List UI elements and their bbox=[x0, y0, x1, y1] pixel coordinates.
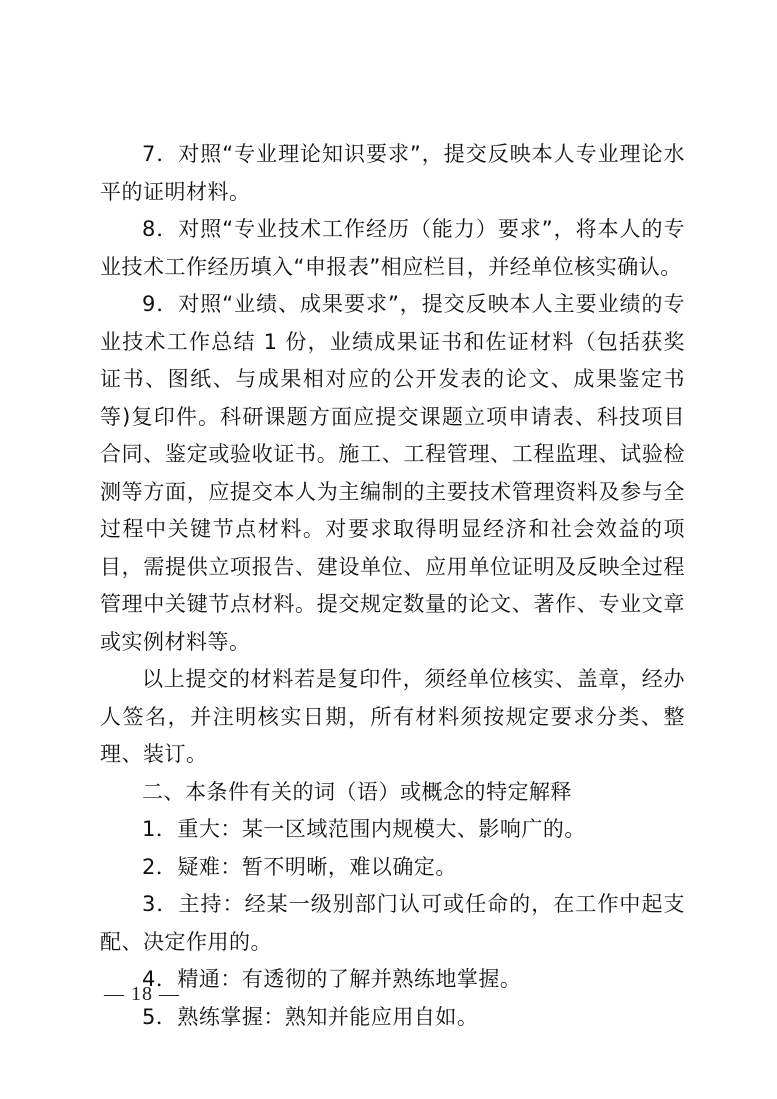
paragraph-note: 以上提交的材料若是复印件，须经单位核实、盖章，经办人签名，并注明核实日期，所有材料须按规定要求分类、整理、装订。 bbox=[100, 667, 685, 766]
definition-item-2: 2．疑难：暂不明晰，难以确定。 bbox=[142, 854, 457, 879]
paragraph-item-8: 8．对照“专业技术工作经历（能力）要求”，将本人的专业技术工作经历填入“申报表”相应栏目，并经单位核实确认。 bbox=[100, 217, 685, 279]
paragraph-item-7: 7．对照“专业理论知识要求”，提交反映本人专业理论水平的证明材料。 bbox=[100, 142, 685, 204]
definition-item-5: 5．熟练掌握：熟知并能应用自如。 bbox=[142, 1004, 479, 1029]
page-number: — 18 — bbox=[104, 983, 180, 1005]
document-body bbox=[100, 136, 685, 1036]
paragraph-item-9: 9．对照“业绩、成果要求”，提交反映本人主要业绩的专业技术工作总结 1 份，业绩成果证书和佐证材料（包括获奖证书、图纸、与成果相对应的公开发表的论文、成果鉴定书等)复印件。科研课题方面应提交课题立项申请表、科技项目合同、鉴定或验收证书。施工、工程管理、工程监理、试验检测等方面，应提交本人为主编制的主要技术管理资料及参与全过程中关键节点材料。对要求取得明显经济和社会效益的项目，需提供立项报告、建设单位、应用单位证明及反映全过程管理中关键节点材料。提交规定数量的论文、著作、专业文章或实例材料等。 bbox=[100, 292, 685, 654]
section-heading: 二、本条件有关的词（语）或概念的特定解释 bbox=[142, 779, 572, 804]
definition-item-3: 3．主持：经某一级别部门认可或任命的，在工作中起支配、决定作用的。 bbox=[100, 892, 685, 954]
definition-item-4: 4．精通：有透彻的了解并熟练地掌握。 bbox=[142, 967, 522, 991]
definition-item-1: 1．重大：某一区域范围内规模大、影响广的。 bbox=[142, 817, 586, 841]
